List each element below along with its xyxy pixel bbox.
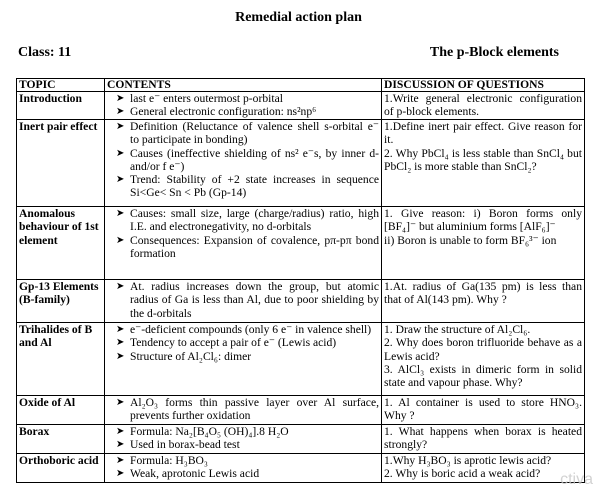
question-item: 2. Why is boric acid a weak acid? — [384, 467, 541, 481]
question-item: 1.Define inert pair effect. Give reason for it. — [384, 120, 582, 147]
question-item: 1.Why H₃BO₃ is aprotic lewis acid? — [384, 454, 552, 467]
content-item: ➤ Used in borax-bead test — [107, 438, 379, 451]
question-cell — [382, 280, 585, 323]
question-item: 1. Draw the structure of Al₂Cl₆. — [384, 323, 531, 336]
content-item: ➤ Formula: H₃BO₃ — [107, 454, 379, 467]
content-item: ➤ Weak, aprotonic Lewis acid — [107, 467, 379, 480]
table-row — [17, 396, 585, 425]
content-item: ➤ Al₂O₃ forms thin passive layer over Al surface, prevents further oxidation — [107, 396, 379, 423]
topic-cell: Introduction — [17, 92, 105, 120]
question-item: 1. Give reason: i) Boron forms only [BF₄]⁻ but aluminium forms [AlF₆]⁻ — [384, 207, 582, 234]
content-item: ➤ Structure of Al₂Cl₆: dimer — [107, 350, 379, 363]
content-item: ➤ Tendency to accept a pair of e⁻ (Lewis acid) — [107, 336, 379, 349]
content-item: ➤ last e⁻ enters outermost p-orbital — [107, 92, 379, 105]
table-row — [17, 280, 585, 323]
topic-cell: Orthoboric acid — [17, 454, 105, 483]
table-row — [17, 92, 585, 120]
question-cell — [382, 207, 585, 280]
content-item: ➤ e⁻-deficient compounds (only 6 e⁻ in valence shell) — [107, 323, 379, 336]
topic-cell: Trihalides of B and Al — [17, 323, 105, 396]
question-item: 1.At. radius of Ga(135 pm) is less than that of Al(143 pm). Why ? — [384, 280, 582, 307]
header-topic: TOPIC — [17, 79, 105, 92]
table-row — [17, 425, 585, 454]
topic-cell: Anomalous behaviour of 1st element — [17, 207, 105, 280]
table-row — [17, 207, 585, 280]
question-item: 3. AlCl₃ exists in dimeric form in solid state and vapour phase. Why? — [384, 362, 582, 390]
table-row — [17, 120, 585, 207]
contents-cell — [105, 396, 382, 425]
contents-cell — [105, 425, 382, 454]
table-header-row — [17, 79, 585, 92]
header-contents: CONTENTS — [105, 79, 382, 92]
class-label: Class: 11 — [18, 45, 72, 60]
remedial-plan-table — [16, 78, 585, 483]
content-item: ➤ Trend: Stability of +2 state increases in sequence Si<Ge< Sn < Pb (Gp-14) — [107, 173, 379, 200]
table-row — [17, 454, 585, 483]
content-item: ➤ Definition (Reluctance of valence shell s-orbital e⁻ to participate in bonding) — [107, 120, 379, 147]
question-item: 1. What happens when borax is heated strongly? — [384, 425, 582, 452]
contents-cell — [105, 323, 382, 396]
contents-cell — [105, 207, 382, 280]
question-cell — [382, 425, 585, 454]
chapter-title: The p-Block elements — [429, 45, 559, 60]
contents-cell — [105, 280, 382, 323]
watermark-text: ctiva — [560, 471, 593, 488]
content-item: ➤ Formula: Na₂[B₄O₅ (OH)₄].8 H₂O — [107, 425, 379, 438]
table-row — [17, 323, 585, 396]
header-discussion: DISCUSSION OF QUESTIONS — [382, 79, 585, 92]
question-cell — [382, 323, 585, 396]
content-item: ➤ General electronic configuration: ns²np⁶ — [107, 105, 379, 118]
page-title: Remedial action plan — [235, 10, 362, 25]
topic-cell: Borax — [17, 425, 105, 454]
contents-cell — [105, 120, 382, 207]
topic-cell: Oxide of Al — [17, 396, 105, 425]
question-cell — [382, 120, 585, 207]
content-item: ➤ Causes: small size, large (charge/radius) ratio, high I.E. and electronegativity, no d-orbitals — [107, 207, 379, 234]
topic-cell: Inert pair effect — [17, 120, 105, 207]
content-item: ➤ At. radius increases down the group, but atomic radius of Ga is less than Al, due to poor shielding by the d-orbitals — [107, 280, 379, 320]
question-item: 1.Write general electronic configuration of p-block elements. — [384, 92, 582, 119]
question-item: 1. Al container is used to store HNO₃. Why ? — [384, 396, 582, 423]
question-cell — [382, 454, 585, 483]
topic-cell: Gp-13 Elements (B-family) — [17, 280, 105, 323]
contents-cell — [105, 454, 382, 483]
question-cell — [382, 92, 585, 120]
question-item: 2. Why PbCl₄ is less stable than SnCl₄ but PbCl₂ is more stable than SnCl₂? — [384, 146, 582, 173]
question-item: 2. Why does boron trifluoride behave as a Lewis acid? — [384, 336, 582, 363]
question-item: ii) Boron is unable to form BF₆³⁻ ion — [384, 233, 557, 247]
content-item: ➤ Causes (ineffective shielding of ns² e⁻s, by inner d- and/or f e⁻) — [107, 147, 379, 174]
content-item: ➤ Consequences: Expansion of covalence, pπ-pπ bond formation — [107, 234, 379, 261]
question-cell — [382, 396, 585, 425]
contents-cell — [105, 92, 382, 120]
